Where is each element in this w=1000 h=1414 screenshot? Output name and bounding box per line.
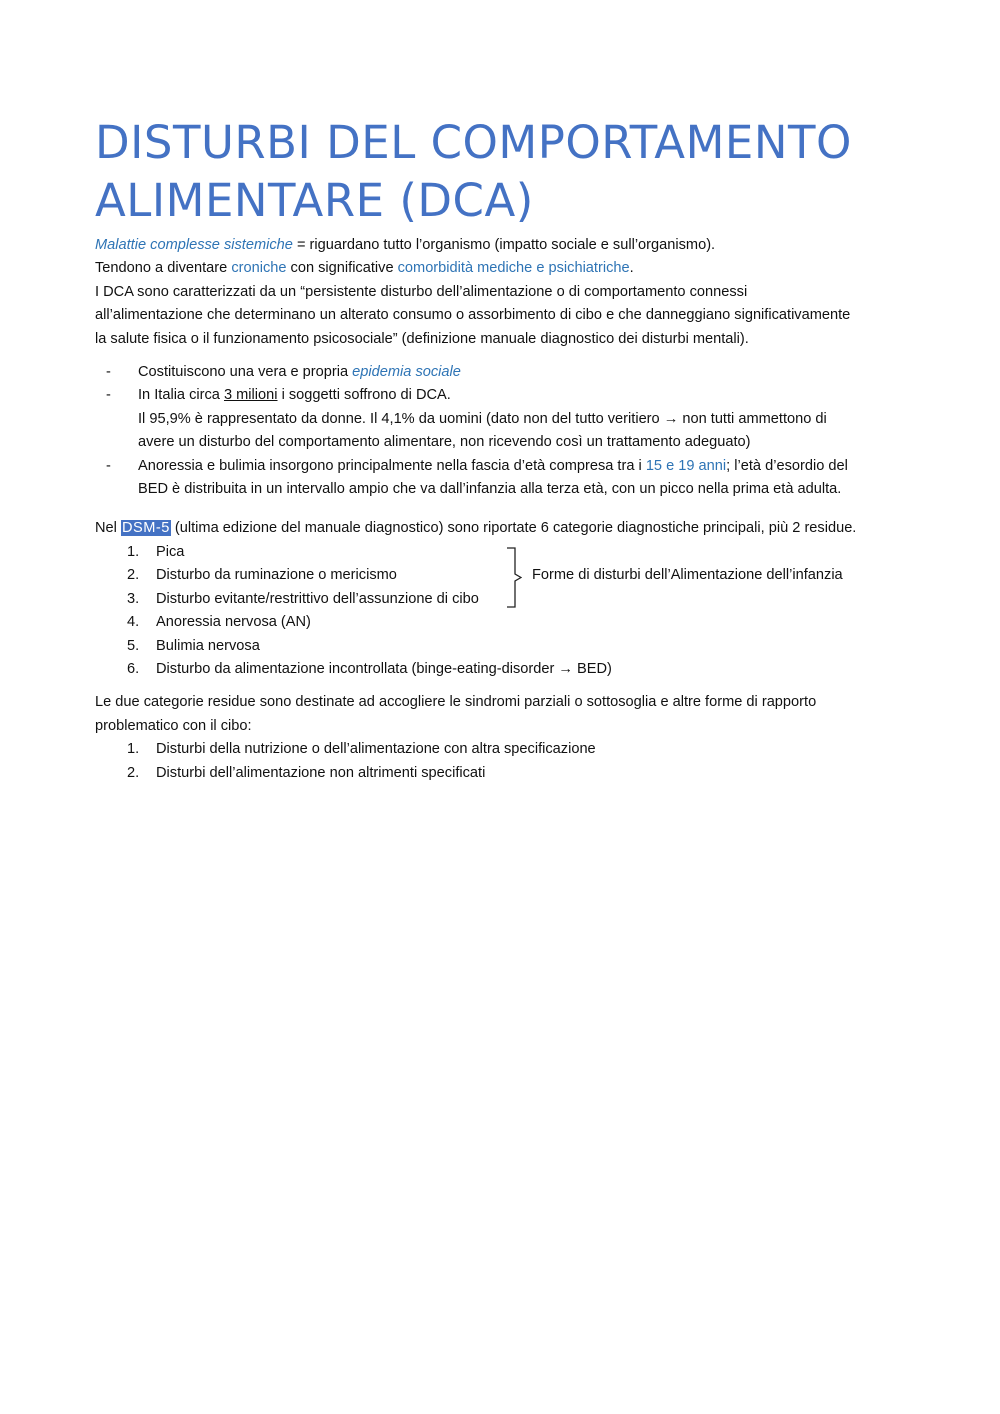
residue-text: Le due categorie residue sono destinate ad accogliere le sindromi parziali o sottosoglia e altre forme di rapporto — [95, 694, 817, 711]
bullet-item — [95, 384, 910, 454]
bullet-list — [95, 361, 910, 501]
title-line-2: ALIMENTARE (DCA) — [95, 174, 534, 227]
list-number: 1. — [127, 543, 140, 560]
list-item-text: Disturbi dell’alimentazione non altrimenti specificati — [156, 764, 486, 781]
page-title — [95, 114, 910, 230]
list-item — [95, 658, 910, 681]
dsm-text: Nel — [95, 520, 121, 537]
bullet-dash: - — [106, 387, 111, 404]
intro-paragraph-3 — [95, 281, 910, 351]
bullet-accent-term: 15 e 19 anni — [645, 457, 727, 474]
definition-line: la salute fisica o il funzionamento psicosociale” (definizione manuale diagnostico dei disturbi mentali). — [95, 330, 749, 347]
list-item-text: Disturbo da ruminazione o mericismo — [156, 567, 397, 584]
bullet-text: In Italia circa — [138, 387, 224, 404]
intro-accent-term: Malattie complesse sistemiche — [95, 237, 293, 253]
list-item — [95, 611, 910, 634]
bullet-text: i soggetti soffrono di DCA. — [277, 387, 451, 404]
residue-category-list — [95, 738, 910, 785]
bullet-item — [95, 455, 910, 502]
list-number: 4. — [127, 614, 140, 631]
right-brace-icon — [506, 547, 522, 608]
list-item-text: Disturbo da alimentazione incontrollata (binge-eating-disorder → BED) — [156, 660, 612, 677]
bullet-dash: - — [106, 364, 111, 381]
list-number: 1. — [127, 741, 140, 758]
bullet-text: BED è distribuita in un intervallo ampio che va dall’infanzia alla terza età, con un picco nella prima età adulta. — [138, 481, 842, 498]
list-number: 3. — [127, 590, 140, 607]
bullet-item — [95, 361, 910, 384]
list-item — [95, 541, 910, 564]
bullet-accent-term: epidemia sociale — [352, 364, 461, 381]
list-number: 2. — [127, 764, 140, 781]
list-item-text: Disturbi della nutrizione o dell’alimentazione con altra specificazione — [156, 741, 596, 758]
list-number: 6. — [127, 660, 140, 677]
list-number: 2. — [127, 567, 140, 584]
list-item-text: Bulimia nervosa — [156, 637, 260, 654]
dsm-text: (ultima edizione del manuale diagnostico) sono riportate 6 categorie diagnostiche principali, più 2 residue. — [170, 520, 857, 537]
residue-paragraph — [95, 691, 910, 738]
section-spacer — [95, 501, 910, 517]
list-item — [95, 738, 910, 761]
bullet-text: ; l’età d’esordio del — [726, 457, 848, 474]
dsm-highlighted-term: DSM-5 — [121, 520, 170, 537]
intro-text: . — [629, 260, 634, 277]
bullet-text: avere un disturbo del comportamento alimentare, non ricevendo così un trattamento adeguato) — [138, 434, 751, 451]
section-spacer — [95, 681, 910, 691]
bullet-dash: - — [106, 457, 111, 474]
bullet-underlined-text: 3 milioni — [223, 387, 278, 404]
list-item — [95, 588, 910, 611]
intro-paragraph-1 — [95, 234, 910, 257]
title-line-1: DISTURBI DEL COMPORTAMENTO — [95, 116, 852, 169]
definition-line: all’alimentazione che determinano un alterato consumo o assorbimento di cibo e che danneggiano significativamente — [95, 307, 851, 324]
list-item — [95, 762, 910, 785]
list-item — [95, 635, 910, 658]
intro-accent-term: comorbidità mediche e psichiatriche — [397, 260, 630, 277]
intro-text: Tendono a diventare — [95, 260, 232, 277]
definition-line: I DCA sono caratterizzati da un “persistente disturbo dell’alimentazione o di comportamento connessi — [95, 283, 748, 300]
intro-text: con significative — [286, 260, 398, 277]
list-number: 5. — [127, 637, 140, 654]
intro-text: = riguardano tutto l’organismo (impatto sociale e sull’organismo). — [292, 237, 716, 253]
list-item-text: Disturbo evitante/restrittivo dell’assunzione di cibo — [156, 590, 479, 607]
dsm-category-list — [95, 541, 910, 681]
intro-paragraph-2 — [95, 257, 910, 280]
brace-annotation: Forme di disturbi dell’Alimentazione dell’infanzia — [532, 566, 843, 583]
bullet-text: Anoressia e bulimia insorgono principalmente nella fascia d’età compresa tra i — [138, 457, 646, 474]
dsm-intro-paragraph — [95, 517, 910, 540]
intro-accent-term: croniche — [231, 260, 287, 277]
document-body — [95, 114, 910, 785]
residue-text: problematico con il cibo: — [95, 717, 252, 734]
list-item-text: Anoressia nervosa (AN) — [156, 614, 311, 631]
list-item-text: Pica — [156, 543, 185, 560]
bullet-text: Costituiscono una vera e propria — [138, 364, 353, 381]
bullet-text: Il 95,9% è rappresentato da donne. Il 4,1% da uomini (dato non del tutto veritiero → non tutti ammettono di — [138, 410, 827, 427]
